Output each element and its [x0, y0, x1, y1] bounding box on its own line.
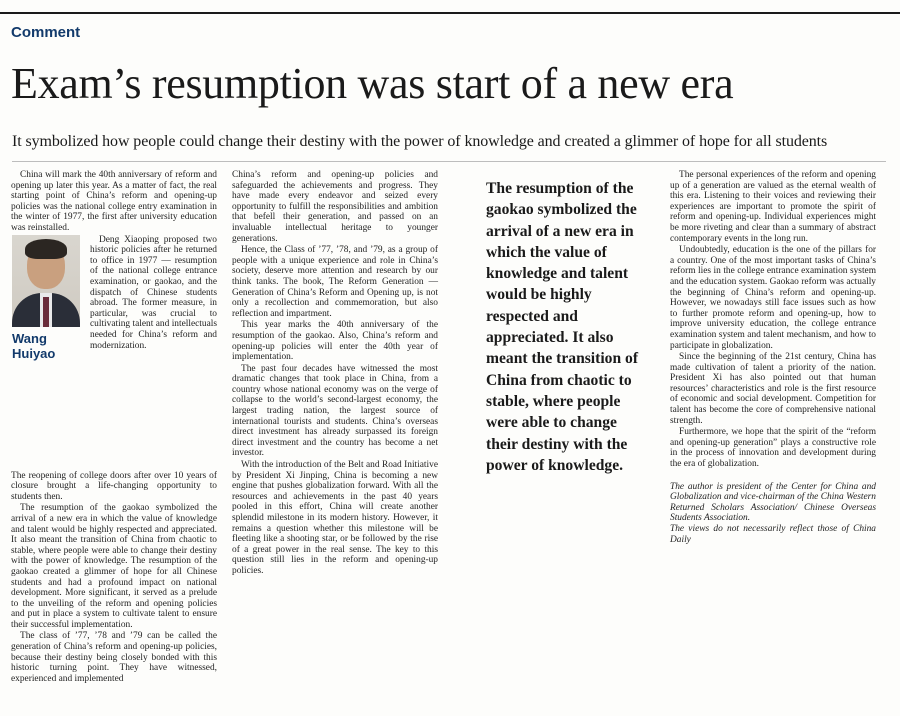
column-2	[232, 170, 438, 578]
pull-quote: The resumption of the gaokao symbolized the arrival of a new era in which the value of knowledge and talent would be highly respected and appreciated. It also meant the transition of China from chaotic to stable, where people were able to change their destiny with the power of knowledge.	[486, 180, 639, 474]
subheadline: It symbolized how people could change their destiny with the power of knowledge and created a glimmer of hope for all students	[12, 133, 828, 150]
author-first-name: Wang	[12, 330, 47, 346]
disclaimer: The views do not necessarily reflect those of China Daily	[670, 524, 876, 545]
author-last-name: Huiyao	[12, 345, 56, 361]
author-bio	[670, 482, 876, 546]
paragraph: China will mark the 40th anniversary of reform and opening up later this year. As a matter of fact, the real starting point of China’s reform and opening-up policies was the national college entry examination in the winter of 1977, the first after university education was reinstalled.	[11, 170, 217, 233]
column-4	[670, 170, 876, 545]
top-rule	[0, 12, 900, 14]
paragraph: The resumption of the gaokao symbolized the arrival of a new era in which the value of knowledge and talent would be highly respected and appreciated. It also meant the transition of China from chaotic to stable, where people were able to change their destiny with the power of knowledge. The resumption of the gaokao created a glimmer of hope for all Chinese students and had a profound impact on national development. More significant, it served as a prelude to the unveiling of the reform and opening policies and put in place a system to cultivate talent to ensure their successful implementation.	[11, 503, 217, 630]
paragraph: Undoubtedly, education is the one of the pillars for a country. One of the most important tasks of China’s reform lies in the college entrance examination system and the education system. Gaokao reform was actually the beginning of China’s reform and opening-up. However, we nowadays still face issues such as how to further promote reform and opening-up, how to improve university education, the college entrance examination system and talent mechanism, and how to participate in globalization.	[670, 245, 876, 351]
paragraph: The reopening of college doors after over 10 years of closure brought a life-changing opportunity to students then.	[11, 470, 217, 502]
author-name	[12, 331, 55, 361]
paragraph: China’s reform and opening-up policies and safeguarded the achievements and progress. They have made every endeavor and seized every opportunity to fulfill the responsibilities and ambition that befell their generation, and passed on an invaluable intellectual heritage to younger generations.	[232, 170, 438, 244]
headline: Exam’s resumption was start of a new era	[11, 59, 734, 108]
author-photo	[12, 235, 80, 327]
paragraph: The class of ’77, ’78 and ’79 can be called the generation of China’s reform and opening-up policies, because their destiny being closely bonded with this historic turning point. They have witnessed, experienced and implemented	[11, 631, 217, 684]
paragraph: Deng Xiaoping proposed two historic policies after he returned to office in 1977 — resumption of the national college entrance examination, or gaokao, and the dispatch of Chinese students abroad. The former measure, in particular, was crucial to cultivating talent and intellectuals needed for China’s reform and modernization.	[90, 234, 217, 351]
paragraph: The personal experiences of the reform and opening up of a generation are valued as the eternal wealth of this era. Listening to their voices and reviewing their experiences are important to promote the spirit of reform and opening-up. Individual experiences might be more riveting and clear than a summary of abstract contemporary events in the long run.	[670, 170, 876, 244]
paragraph: Hence, the Class of ’77, ’78, and ’79, as a group of people with a unique experience and role in China’s society, deserve more attention and research by our think tanks. The book, The Reform Generation — Generation of China’s Reform and Opening up, is not only a recollection and commemoration, but also reflection and impartment.	[232, 245, 438, 319]
divider	[12, 161, 886, 162]
paragraph: With the introduction of the Belt and Road Initiative by President Xi Jinping, China is becoming a new engine that pushes globalization forward. With all the resources and achievements in the past 40 years pooled in this effort, China will create another splendid milestone in its modern history. However, it remains a question whether this milestone will be fleeting like a shooting star, or be followed by the rise of a great power in the real sense. The key to this question still lies in the reform and opening-up policies.	[232, 460, 438, 576]
column-1	[11, 170, 217, 685]
author-block	[11, 235, 85, 471]
section-label: Comment	[11, 24, 81, 41]
paragraph: The past four decades have witnessed the most dramatic changes that took place in China, from a country whose national economy was on the verge of collapse to the world’s second-largest economy, the largest trading nation, the largest source of international tourists and students. China’s overseas direct investment has already surpassed its foreign direct investment and the country has become a net investor.	[232, 363, 438, 459]
bio-line: The author is president of the Center for China and Globalization and vice-chairman of the China Western Returned Scholars Association/ Chinese Overseas Students Association.	[670, 481, 876, 524]
paragraph: This year marks the 40th anniversary of the resumption of the gaokao. Also, China’s reform and opening-up policies will enter the 40th year of implementation.	[232, 320, 438, 363]
paragraph: Since the beginning of the 21st century, China has made cultivation of talent a priority of the nation. President Xi has also pointed out that human resources’ characteristics and role is the first resource of economic and social development. Competition for talent has become the core of comprehensive national strength.	[670, 352, 876, 426]
paragraph: Furthermore, we hope that the spirit of the “reform and opening-up generation” plays a constructive role in the process of innovation and development during the era of globalization.	[670, 427, 876, 470]
